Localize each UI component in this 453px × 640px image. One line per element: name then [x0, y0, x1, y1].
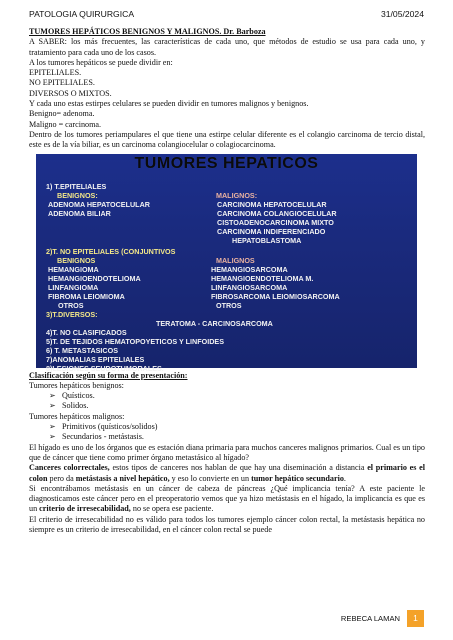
- header-date: 31/05/2024: [380, 9, 424, 19]
- slide-item: TERATOMA - CARCINOSARCOMA: [156, 318, 273, 328]
- text-run: pero da: [47, 473, 76, 483]
- bold-text: tumor hepático secundario: [251, 473, 344, 483]
- slide-benignos-label: BENIGNOS:: [57, 190, 98, 200]
- intro-line: Maligno = carcinoma.: [29, 119, 102, 129]
- slide-section-diversos: 3)T.DIVERSOS:: [46, 309, 98, 319]
- slide-item: ADENOMA HEPATOCELULAR: [48, 199, 150, 209]
- slide-item: OTROS: [58, 300, 84, 310]
- page-content: [29, 27, 425, 535]
- paragraph-liver-metastasis: El hígado es uno de los órganos que es estación diana primaria para muchos canceres malignos primarios. Cual es un tipo que de cáncer que tiene como primer órgano metastásico al hígado?: [29, 442, 425, 462]
- slide-malignos-label: MALIGNOS: [216, 255, 255, 265]
- intro-line: NO EPITELIALES.: [29, 78, 95, 88]
- slide-section: 4)T. NO CLASIFICADOS: [46, 327, 127, 337]
- slide-malignos-label: MALIGNOS:: [216, 190, 258, 200]
- slide-item: HEMANGIOENDOTELIOMA: [48, 273, 141, 283]
- author-name: REBECA LAMAN: [340, 614, 400, 623]
- paragraph-pancreas: [29, 484, 425, 515]
- list-item: ➢ Primitivos (quísticos/solidos): [49, 422, 425, 432]
- paragraph-irresecability: El criterio de irresecabilidad no es válido para todos los tumores ejemplo cáncer colon rectal, la metástasis hepática no siempre es un criterio de irresecabilidad, en el cáncer colon rectal se puede: [29, 514, 425, 535]
- document-title: TUMORES HEPÁTICOS BENIGNOS Y MALIGNOS. Dr. Barboza: [29, 27, 266, 36]
- list-item: ➢ Quísticos.: [49, 391, 425, 401]
- list-item: ➢ Solidos.: [49, 401, 425, 411]
- slide-item: CISTOADENOCARCINOMA MIXTO: [217, 217, 334, 227]
- page-header: [29, 9, 424, 21]
- bold-text: metástasis a nivel hepático,: [75, 473, 170, 483]
- benign-list: [29, 391, 425, 412]
- intro-line: Y cada uno estas estirpes celulares se pueden dividir en tumores malignos y benignos.: [29, 99, 309, 109]
- benign-label: Tumores hepáticos benignos:: [29, 380, 124, 390]
- slide-item: HEMANGIOENDOTELIOMA M.: [211, 273, 314, 283]
- text-run: estos tipos de canceres nos hablan de que hay una diseminación a distancia: [109, 463, 368, 473]
- slide-benignos-label: BENIGNOS: [57, 255, 96, 265]
- slide-item: ADENOMA BILIAR: [48, 208, 111, 218]
- slide-section: 8)LESIONES SEUDOTUMORALES.: [46, 363, 164, 373]
- slide-item: LINFANGIOMA: [48, 282, 99, 292]
- slide-title: TUMORES HEPATICOS: [134, 154, 319, 172]
- intro-line: EPITELIALES.: [29, 68, 82, 78]
- slide-section: 5)T. DE TEJIDOS HEMATOPOYETICOS Y LINFOIDES: [46, 336, 224, 346]
- slide-image: [36, 154, 417, 373]
- slide-item: CARCINOMA HEPATOCELULAR: [217, 199, 327, 209]
- slide-item: OTROS: [216, 300, 242, 310]
- intro-paragraph: Dentro de los tumores periampulares el que tiene una estirpe celular diferente es el colangio carcinoma de tercio distal, este es de la vía biliar, es un carcinoma colangiocelular o colagiocarcinoma.: [29, 129, 425, 150]
- slide-item: HEMANGIOSARCOMA: [211, 264, 288, 274]
- intro-line: A los tumores hepáticos se puede dividir en:: [29, 57, 173, 67]
- paragraph-colorectal: [29, 463, 425, 484]
- text-run: Si encontrábamos metástasis en un cáncer de cabeza de páncreas ¿Qué implicancia tenía? A este paciente le diagnosticamos este cáncer pero en el preoperatorio vemos que ya hizo metástasis en el hígado, la implicancia es que es un: [29, 483, 425, 514]
- slide-item: CARCINOMA INDIFERENCIADO: [217, 226, 326, 236]
- slide-item: FIBROSARCOMA LEIOMIOSARCOMA: [211, 291, 340, 301]
- malignant-list: [29, 422, 425, 443]
- slide-item: HEMANGIOMA: [48, 264, 99, 274]
- intro-line: DIVERSOS O MIXTOS.: [29, 88, 112, 98]
- slide-item: HEPATOBLASTOMA: [232, 235, 302, 245]
- intro-line: Benigno= adenoma.: [29, 109, 95, 119]
- slide-item: LINFANGIOSARCOMA: [211, 282, 288, 292]
- slide-item: CARCINOMA COLANGIOCELULAR: [217, 208, 337, 218]
- bold-text: Canceres colorrectales,: [29, 463, 110, 473]
- malignant-label: Tumores hepáticos malignos:: [29, 411, 125, 421]
- slide-section-epiteliales: 1) T.EPITELIALES: [46, 181, 107, 191]
- bold-text: el primario es el colon: [29, 463, 426, 483]
- bold-text: criterio de irresecabilidad,: [39, 504, 131, 514]
- slide-section: 6) T. METASTASICOS: [46, 345, 119, 355]
- classification-heading: Clasificación según su forma de presentación:: [29, 370, 188, 380]
- page-number: 1: [407, 610, 424, 627]
- slide-section: 7)ANOMALIAS EPITELIALES: [46, 354, 145, 364]
- intro-paragraph: A SABER: los más frecuentes, las características de cada uno, que métodos de estudio se usa para cada uno, y tratamiento para cada uno de los casos.: [29, 37, 425, 57]
- text-run: no se opera ese paciente.: [130, 504, 214, 514]
- slide-section-no-epiteliales: 2)T. NO EPITELIALES (CONJUNTIVOS: [46, 246, 176, 256]
- text-run: .: [343, 473, 346, 483]
- list-item: ➢ Secundarios - metástasis.: [49, 432, 425, 442]
- slide-item: FIBROMA LEIOMIOMA: [48, 291, 125, 301]
- header-course: PATOLOGIA QUIRURGICA: [29, 9, 135, 19]
- text-run: y eso lo convierte en un: [169, 473, 252, 483]
